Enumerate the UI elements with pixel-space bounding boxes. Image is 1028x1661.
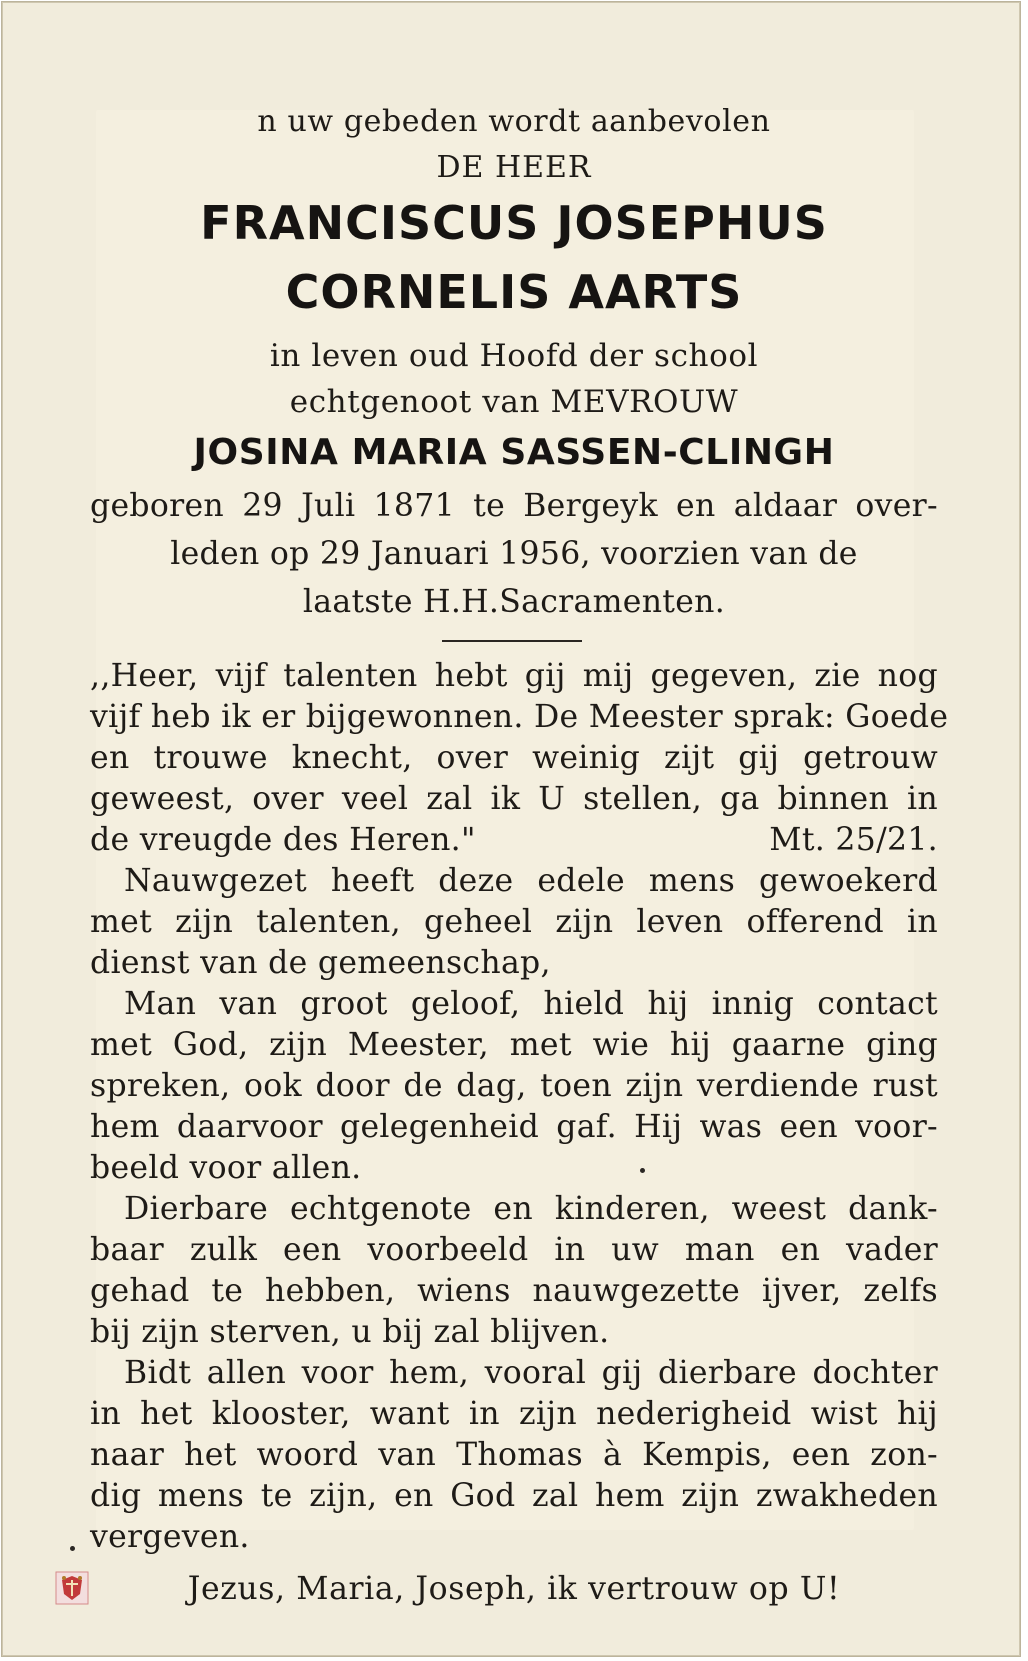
paragraph-line: Man van groot geloof, hield hij innig contact: [124, 986, 938, 1022]
deceased-name-line-1: FRANCISCUS JOSEPHUS: [200, 196, 828, 250]
paragraph-line: spreken, ook door de dag, toen zijn verdiende rust: [90, 1068, 938, 1104]
birth-death-line: laatste H.H.Sacramenten.: [302, 584, 726, 620]
role-line: in leven oud Hoofd der school: [269, 338, 759, 374]
quote-line: geweest, over veel zal ik U stellen, ga binnen in: [90, 781, 938, 817]
quote-reference: Mt. 25/21.: [769, 822, 938, 858]
spouse-name: JOSINA MARIA SASSEN-CLINGH: [193, 432, 835, 473]
print-speck: [70, 1546, 75, 1551]
paragraph-line: met God, zijn Meester, met wie hij gaarne ging: [90, 1027, 938, 1063]
paragraph-line: naar het woord van Thomas à Kempis, een zon-: [90, 1437, 938, 1473]
paragraph-line: bij zijn sterven, u bij zal blijven.: [90, 1314, 610, 1350]
birth-death-line: geboren 29 Juli 1871 te Bergeyk en aldaar over-: [90, 488, 938, 524]
paragraph-line: met zijn talenten, geheel zijn leven offerend in: [90, 904, 938, 940]
paragraph-line: in het klooster, want in zijn nederigheid wist hij: [90, 1396, 938, 1432]
deceased-name-line-2: CORNELIS AARTS: [285, 265, 743, 319]
quote-line: vijf heb ik er bijgewonnen. De Meester sprak: Goede: [90, 699, 949, 735]
paragraph-line: gehad te hebben, wiens nauwgezette ijver, zelfs: [90, 1273, 938, 1309]
quote-line: de vreugde des Heren.": [90, 822, 476, 858]
intro-line: n uw gebeden wordt aanbevolen: [257, 104, 771, 139]
quote-line: en trouwe knecht, over weinig zijt gij getrouw: [90, 740, 938, 776]
paragraph-line: Bidt allen voor hem, vooral gij dierbare dochter: [124, 1355, 938, 1391]
closing-prayer: Jezus, Maria, Joseph, ik vertrouw op U!: [187, 1571, 841, 1607]
print-speck: [640, 1168, 645, 1173]
paragraph-line: hem daarvoor gelegenheid gaf. Hij was een voor-: [90, 1109, 938, 1145]
paragraph-line: baar zulk een voorbeeld in uw man en vader: [90, 1232, 938, 1268]
paragraph-line: beeld voor allen.: [90, 1150, 362, 1186]
divider-rule: [442, 640, 582, 642]
birth-death-line: leden op 29 Januari 1956, voorzien van de: [170, 536, 858, 572]
spouse-intro: echtgenoot van MEVROUW: [289, 384, 739, 420]
honorific: DE HEER: [436, 150, 592, 185]
quote-line: ,,Heer, vijf talenten hebt gij mij gegeven, zie nog: [90, 658, 938, 694]
paragraph-line: Nauwgezet heeft deze edele mens gewoekerd: [124, 863, 938, 899]
paragraph-line: vergeven.: [90, 1519, 250, 1555]
coat-of-arms-icon: [54, 1570, 90, 1606]
paragraph-line: Dierbare echtgenote en kinderen, weest dank-: [124, 1191, 938, 1227]
paragraph-line: dig mens te zijn, en God zal hem zijn zwakheden: [90, 1478, 938, 1514]
paragraph-line: dienst van de gemeenschap,: [90, 945, 551, 981]
